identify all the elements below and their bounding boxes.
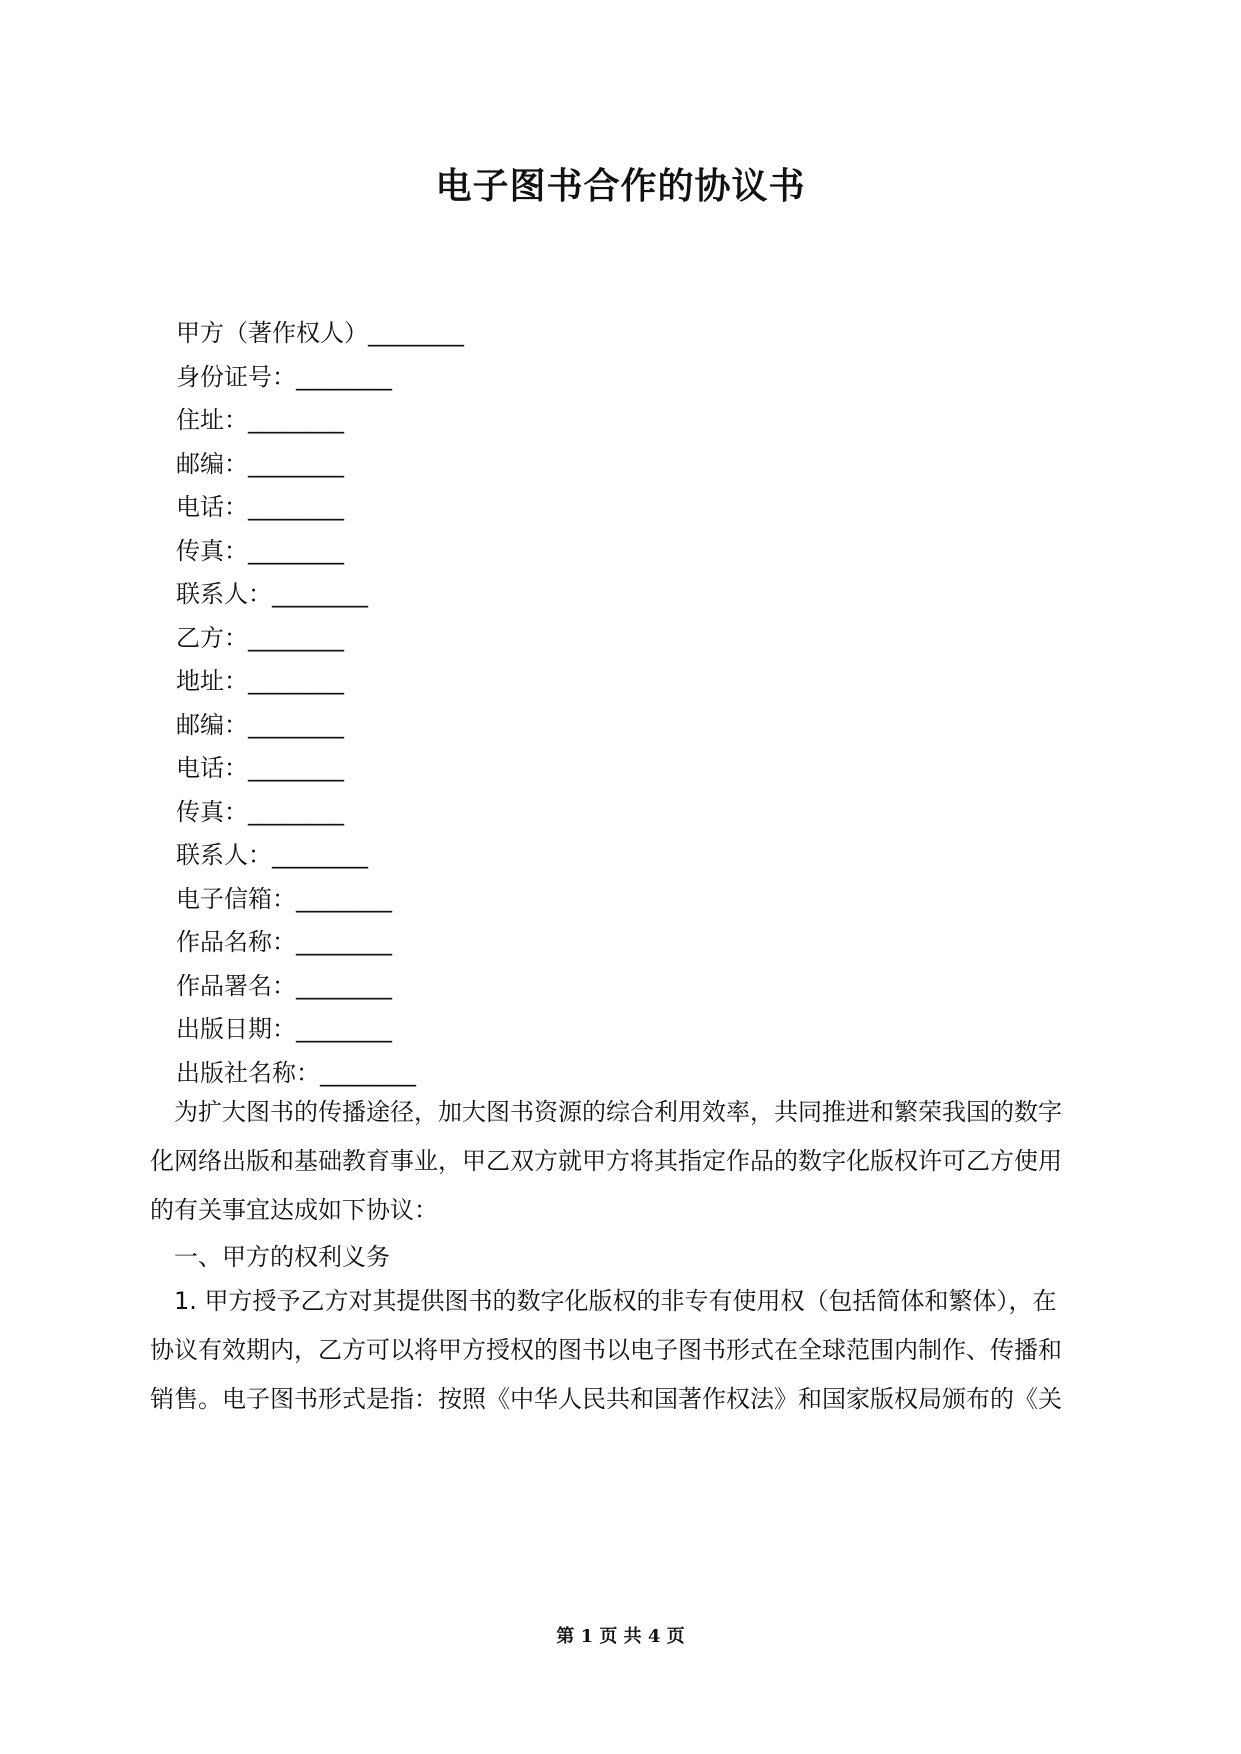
field-phone-a: 电话：________ bbox=[176, 493, 344, 521]
field-party-a: 甲方（著作权人）________ bbox=[176, 319, 464, 347]
clause-line: 协议有效期内，乙方可以将甲方授权的图书以电子图书形式在全球范围内制作、传播和 bbox=[150, 1336, 1062, 1364]
field-fax-b: 传真：________ bbox=[176, 798, 344, 826]
field-postcode-a: 邮编：________ bbox=[176, 450, 344, 478]
field-email: 电子信箱：________ bbox=[176, 885, 392, 913]
clause-line: 销售。电子图书形式是指：按照《中华人民共和国著作权法》和国家版权局颁布的《关 bbox=[150, 1385, 1062, 1413]
document-title: 电子图书合作的协议书 bbox=[435, 166, 806, 207]
field-work-byline: 作品署名：________ bbox=[176, 972, 392, 1000]
field-party-b: 乙方：________ bbox=[176, 624, 344, 652]
intro-line: 的有关事宜达成如下协议： bbox=[150, 1196, 438, 1224]
field-publish-date: 出版日期：________ bbox=[176, 1015, 392, 1043]
clause-line: 1. 甲方授予乙方对其提供图书的数字化版权的非专有使用权（包括简体和繁体），在 bbox=[150, 1287, 1057, 1315]
section1-heading: 一、甲方的权利义务 bbox=[150, 1243, 390, 1271]
field-contact-a: 联系人：________ bbox=[176, 580, 368, 608]
field-fax-a: 传真：________ bbox=[176, 537, 344, 565]
intro-paragraph bbox=[150, 1088, 1090, 1235]
field-id-number: 身份证号：________ bbox=[176, 363, 392, 391]
field-address-b: 地址：________ bbox=[176, 667, 344, 695]
field-postcode-b: 邮编：________ bbox=[176, 711, 344, 739]
intro-line: 化网络出版和基础教育事业，甲乙双方就甲方将其指定作品的数字化版权许可乙方使用 bbox=[150, 1147, 1062, 1175]
page-footer: 第 1 页 共 4 页 bbox=[556, 1626, 685, 1647]
field-residence: 住址：________ bbox=[176, 406, 344, 434]
section-heading bbox=[150, 1233, 1090, 1282]
clause-1-paragraph bbox=[150, 1277, 1090, 1424]
field-contact-b: 联系人：________ bbox=[176, 841, 368, 869]
intro-line: 为扩大图书的传播途径，加大图书资源的综合利用效率，共同推进和繁荣我国的数字 bbox=[150, 1098, 1062, 1126]
field-phone-b: 电话：________ bbox=[176, 754, 344, 782]
field-publisher: 出版社名称：________ bbox=[176, 1059, 416, 1087]
field-work-title: 作品名称：________ bbox=[176, 928, 392, 956]
